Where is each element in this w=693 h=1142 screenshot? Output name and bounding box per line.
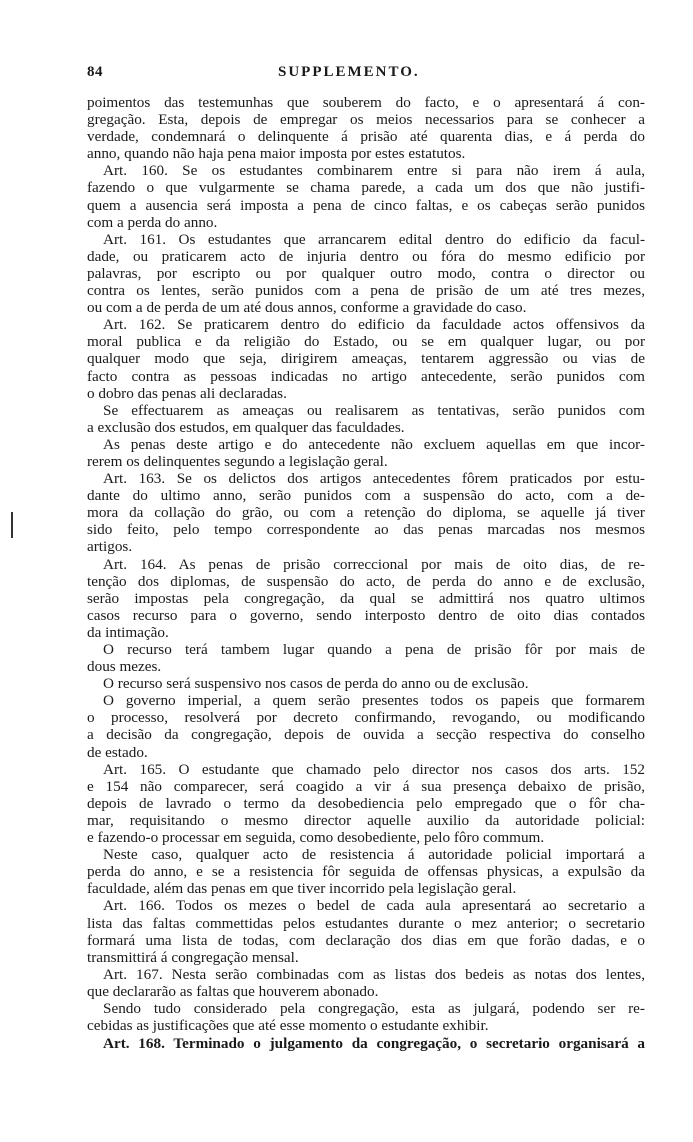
article-160-start: Art. 160. Se os estudantes combinarem entre si para não irem á aula, [103,162,645,180]
text-line: quem a ausencia será imposta a pena de cinco faltas, e os cabeças serão punidos [87,196,645,214]
text-line: casos recurso para o governo, sendo interposto dentro de oito dias contados [87,606,645,624]
text-line: o processo, resolverá por decreto confirmando, revogando, ou modificando [87,709,645,727]
text-line: dade, ou praticarem acto de injuria dentro ou fóra do mesmo edificio por [87,247,645,265]
paragraph-start: O recurso será suspensivo nos casos de perda do anno ou de exclusão. [103,675,529,693]
text-line: rerem os delinquentes segundo a legislação geral. [87,452,388,470]
page-number: 84 [87,64,103,80]
text-line: perda do anno, e se a resistencia fôr seguida de offensas physicas, a expulsão da [87,863,645,881]
text-line: verdade, condemnará o delinquente á prisão até quarenta dias, e á perda do [87,128,645,146]
text-line: e fazendo-o processar em seguida, como desobediente, pelo fôro commum. [87,829,545,847]
text-line: o dobro das penas ali declaradas. [87,384,287,402]
paragraph-start: Sendo tudo considerado pela congregação, esta as julgará, podendo ser re- [103,999,645,1017]
paragraph-start: As penas deste artigo e do antecedente não excluem aquellas em que incor- [103,435,645,453]
text-line: fazendo o que vulgarmente se chama parede, a cada um dos que não justifi- [87,179,645,197]
paragraph-start: O governo imperial, a quem serão presentes todos os papeis que formarem [103,692,645,710]
text-line: serão impostas pela congregação, da qual se admittirá nos quatro ultimos [87,589,645,607]
text-line: a exclusão dos estudos, em qualquer das faculdades. [87,418,405,436]
text-line: com a perda do anno. [87,213,218,231]
text-line: contra os lentes, serão punidos com a pena de prisão de um até tres mezes, [87,282,645,300]
text-line: transmittirá á congregação mensal. [87,948,299,966]
text-line: que declararão as faltas que houverem abonado. [87,982,379,1000]
text-line: formará uma lista de todas, com declaração dos dias em que forão dadas, e o [87,931,645,949]
text-line: de estado. [87,743,148,761]
margin-bracket-mark [11,512,13,538]
paragraph-start: Neste caso, qualquer acto de resistencia á autoridade policial importará a [103,846,645,864]
paragraph-start: O recurso terá tambem lugar quando a pena de prisão fôr por mais de [103,641,645,658]
text-line: anno, quando não haja pena maior imposta por estes estatutos. [87,145,466,163]
article-162-start: Art. 162. Se praticarem dentro do edificio da faculdade actos offensivos da [103,316,645,334]
text-line: da intimação. [87,623,169,641]
text-line: dante do ultimo anno, serão punidos com a suspensão do acto, com a de- [87,487,645,505]
text-line: sido feito, pelo tempo correspondente ao das penas marcadas nos mesmos [87,521,645,539]
text-line: mora da collação do grão, ou com a retenção do diploma, se aquelle já tiver [87,504,645,522]
page-body [87,94,645,1052]
page-header [0,64,693,86]
text-line: a decisão da congregação, depois de ouvida a secção respectiva do conselho [87,726,645,744]
paragraph-start: Se effectuarem as ameaças ou realisarem as tentativas, serão punidos com [103,401,645,419]
text-line: mar, requisitando o mesmo director aquelle auxilio da autoridade policial: [87,811,645,829]
running-title: SUPPLEMENTO. [278,64,420,80]
text-line: ou com a de perda de um até dous annos, conforme a gravidade do caso. [87,299,527,317]
text-line: qualquer modo que seja, dirigirem ameaças, tentarem aggressão ou vias de [87,350,645,368]
text-line: gregação. Esta, depois de empregar os meios necessarios para se conhecer a [87,111,645,129]
article-167-start: Art. 167. Nesta serão combinadas com as listas dos bedeis as notas dos lentes, [103,965,645,983]
article-168-start: Art. 168. Terminado o julgamento da congregação, o secretario organisará a [103,1035,645,1053]
text-line: palavras, por escripto ou por qualquer outro modo, contra o director ou [87,264,645,282]
text-line: faculdade, além das penas em que tiver incorrido pela legislação geral. [87,880,517,898]
text-line: artigos. [87,538,133,556]
article-161-start: Art. 161. Os estudantes que arrancarem edital dentro do edificio da facul- [103,230,645,248]
text-line: depois de lavrado o termo da desobediencia pelo empregado que o fôr cha- [87,794,645,812]
text-line: dous mezes. [87,658,162,676]
article-166-start: Art. 166. Todos os mezes o bedel de cada aula apresentará ao secretario a [103,897,645,915]
text-line: tenção dos diplomas, de suspensão do acto, de perda do anno e de exclusão, [87,572,645,590]
article-163-start: Art. 163. Se os delictos dos artigos antecedentes fôrem praticados por estu- [103,470,645,488]
text-line: cebidas as justificações que até esse momento o estudante exhibir. [87,1017,489,1035]
text-line: moral publica e da religião do Estado, ou se em qualquer lugar, ou por [87,333,645,351]
article-165-start: Art. 165. O estudante que chamado pelo director nos casos dos arts. 152 [103,760,645,778]
text-line: e 154 não comparecer, será coagido a vir á sua presença debaixo de prisão, [87,777,645,795]
text-line: lista das faltas commettidas pelos estudantes durante o mez anterior; o secretario [87,914,645,932]
text-line: poimentos das testemunhas que souberem do facto, e o apresentará á con- [87,94,645,111]
text-line: facto contra as pessoas indicadas no artigo antecedente, serão punidos com [87,367,645,385]
article-164-start: Art. 164. As penas de prisão correccional por mais de oito dias, de re- [103,555,645,573]
